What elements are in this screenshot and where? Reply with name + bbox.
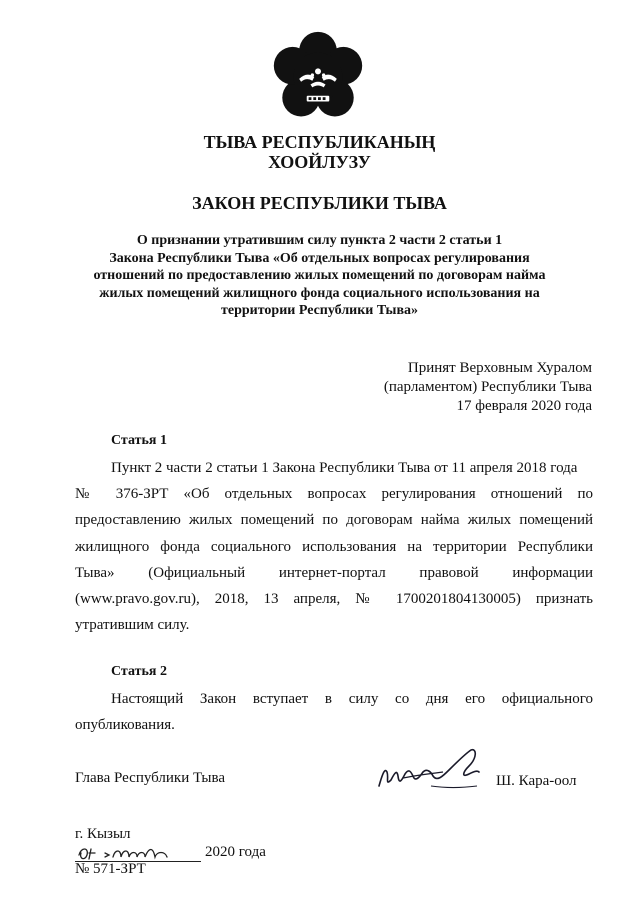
subject-line: О признании утратившим силу пункта 2 части 2 статьи 1 (136, 233, 503, 248)
handwritten-signature-icon (373, 742, 485, 798)
law-subject (0, 232, 639, 320)
article-1-line: (www.pravo.gov.ru), 2018, 13 апреля, № 1700201804130005) признать (75, 591, 593, 608)
subject-line: Закона Республики Тыва «Об отдельных вопросах регулирования (109, 250, 530, 266)
republic-law-header (0, 132, 639, 172)
subject-line: жилых помещений жилищного фонда социального использования на (99, 285, 540, 301)
article-1-text (75, 455, 593, 638)
header-title-line1: ТЫВА РЕСПУБЛИКАНЫҢ (203, 132, 436, 152)
subject-line: отношений по предоставлению жилых помещений по договорам найма (93, 268, 546, 283)
signing-year: 2020 года (205, 844, 266, 860)
republic-emblem-icon (271, 30, 365, 124)
article-1-line: жилищного фонда социального использования на территории Республики (75, 538, 593, 555)
article-2-text (75, 686, 593, 738)
subject-line: территории Республики Тыва» (220, 303, 419, 318)
article-1-line: № 376-ЗРТ «Об отдельных вопросах регулирования отношений по (75, 486, 593, 503)
article-2-title: Статья 2 (111, 664, 167, 679)
law-title: ЗАКОН РЕСПУБЛИКИ ТЫВА (192, 193, 447, 213)
signatory-name: Ш. Кара-оол (496, 773, 577, 789)
article-1-line: утратившим силу. (75, 617, 190, 634)
article-1-line: предоставлению жилых помещений по договорам найма жилых помещений (75, 512, 593, 529)
article-1-title: Статья 1 (111, 433, 167, 448)
law-number: № 571-ЗРТ (75, 861, 146, 877)
article-1-line: Тыва» (Официальный интернет-портал правовой информации (75, 564, 593, 581)
signing-date (75, 843, 275, 863)
article-2-line: Настоящий Закон вступает в силу со дня его официального (111, 691, 593, 707)
article-1-line: Пункт 2 части 2 статьи 1 Закона Республики Тыва от 11 апреля 2018 года (111, 460, 578, 476)
signatory-position: Глава Республики Тыва (75, 770, 226, 786)
place-of-signing: г. Кызыл (75, 826, 131, 842)
adoption-block (384, 359, 592, 416)
adoption-date: 17 февраля 2020 года (456, 398, 592, 414)
header-title-line2: ХООЙЛУЗУ (268, 152, 371, 172)
adoption-line: (парламентом) Республики Тыва (383, 379, 592, 395)
article-2-line: опубликования. (75, 717, 175, 734)
adoption-line: Принят Верховным Хуралом (407, 360, 592, 376)
